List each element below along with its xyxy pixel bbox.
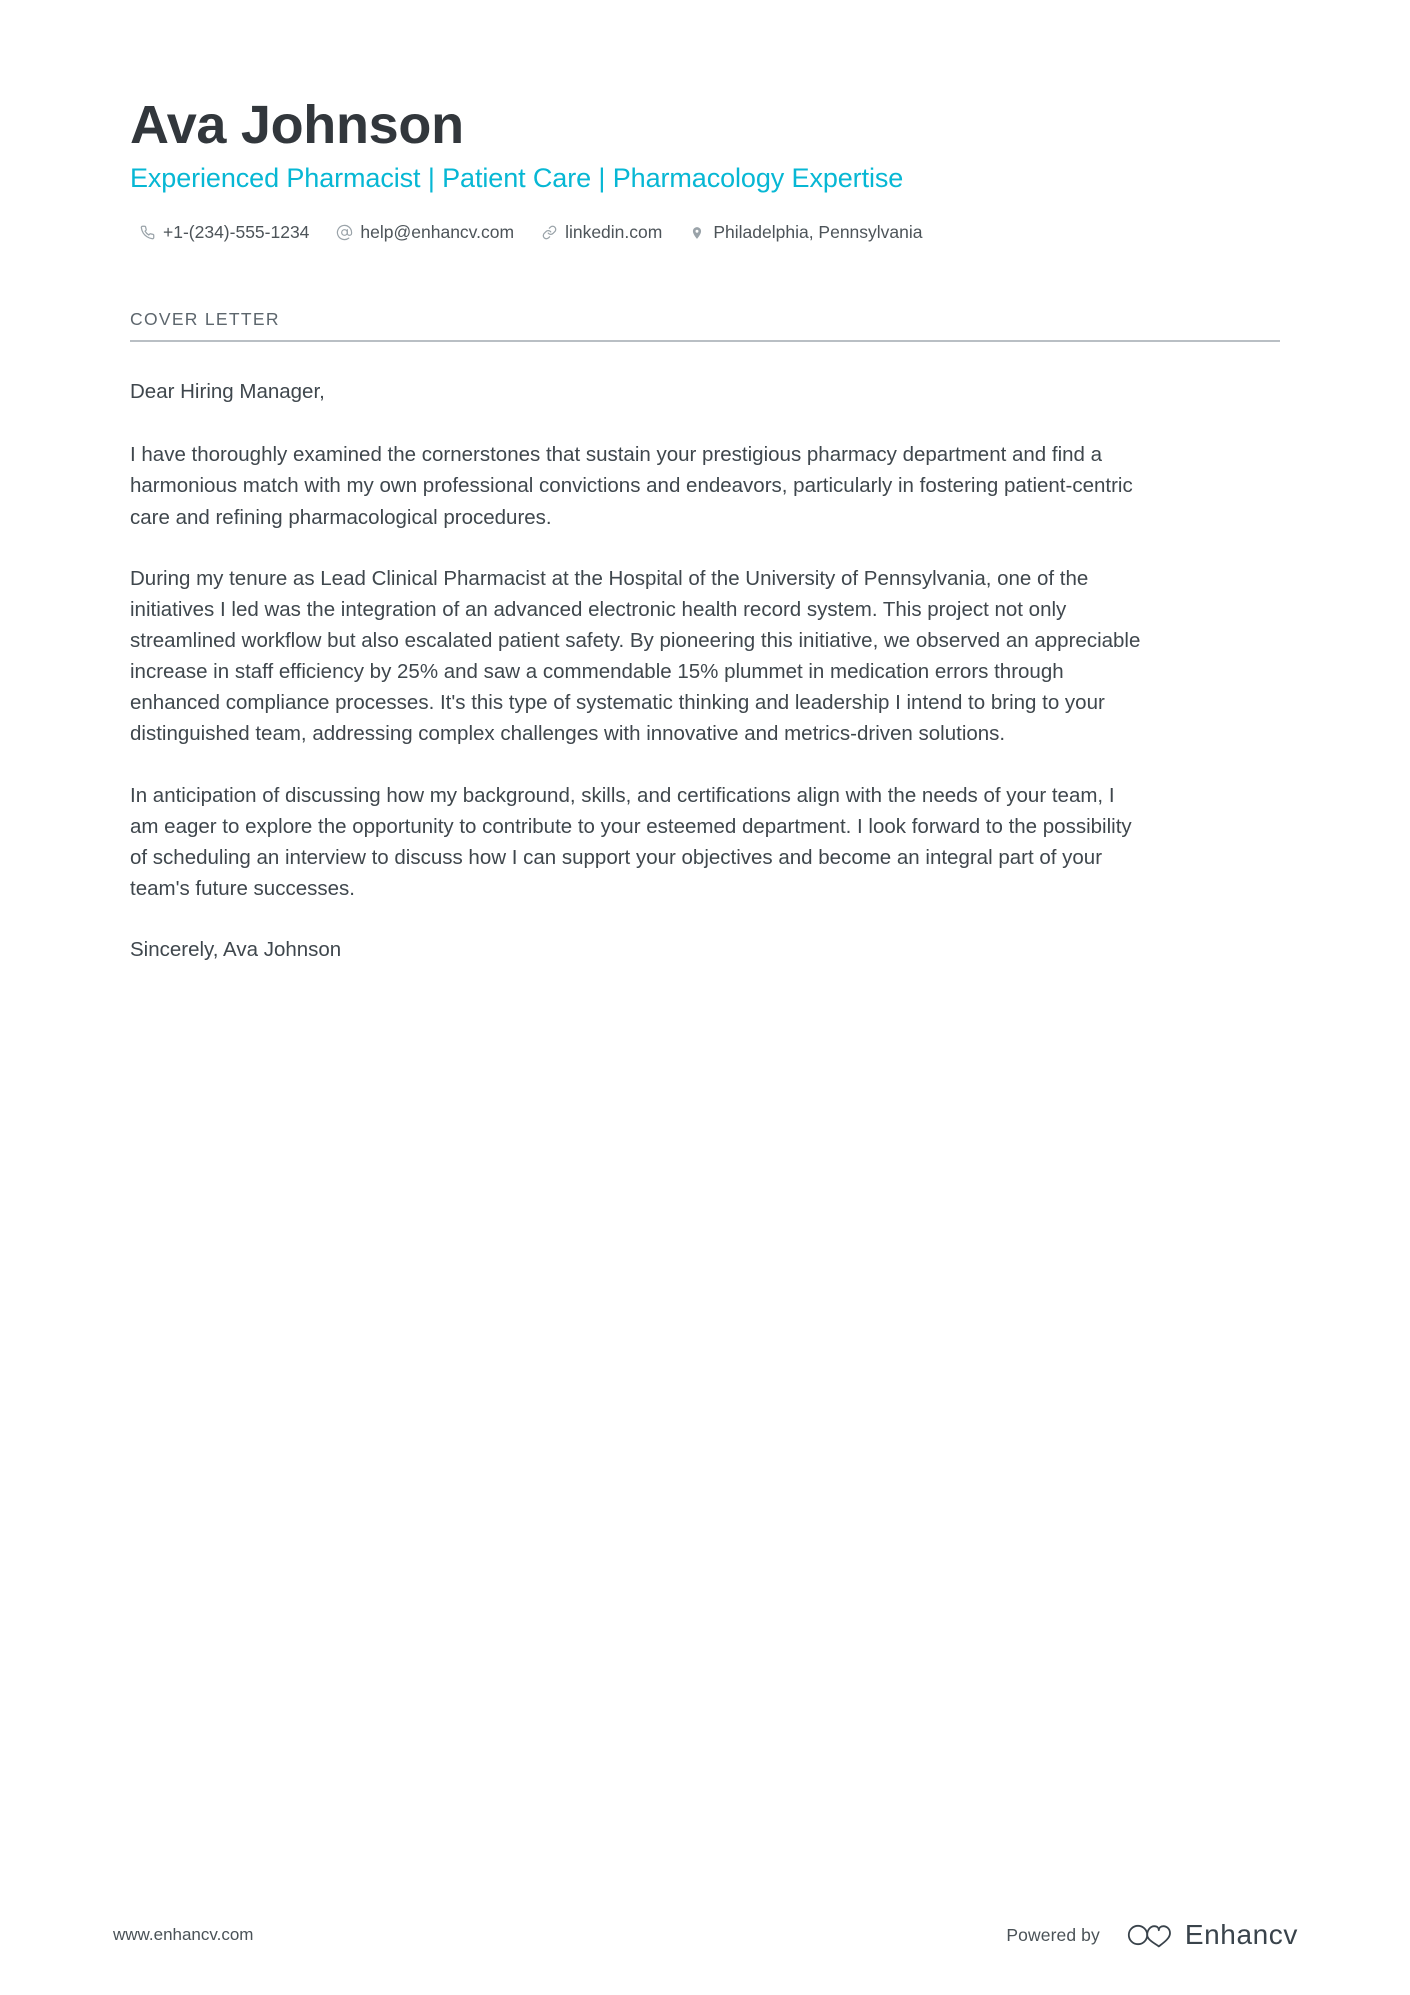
contact-email-label: help@enhancv.com [360, 222, 515, 243]
letter-signoff: Sincerely, Ava Johnson [130, 938, 342, 962]
location-pin-icon [688, 224, 706, 242]
contact-phone-label: +1-(234)-555-1234 [163, 222, 310, 243]
candidate-name: Ava Johnson [130, 95, 464, 155]
letter-paragraph-3: In anticipation of discussing how my background, skills, and certifications align with the needs of your team, I am eager to explore the opportunity to contribute to your esteemed department. I look forward to the possibility of scheduling an interview to discuss how I can support your objectives and become an integral part of your team's future successes. [130, 783, 1132, 901]
contact-linkedin[interactable] [540, 222, 662, 243]
phone-icon [138, 224, 156, 242]
powered-by-label: Powered by [1006, 1924, 1100, 1945]
contact-location-label: Philadelphia, Pennsylvania [713, 222, 923, 243]
document-header [130, 96, 1280, 243]
contact-linkedin-label: linkedin.com [565, 222, 663, 243]
footer-branding [1006, 1919, 1298, 1951]
enhancv-infinity-heart-icon [1126, 1921, 1172, 1949]
contact-email[interactable] [335, 222, 514, 243]
letter-paragraph-1: I have thoroughly examined the cornerstones that sustain your prestigious pharmacy department and find a harmonious match with my own professional convictions and endeavors, particularly in fostering patient-centric care and refining pharmacological procedures. [130, 443, 1133, 529]
email-icon [335, 224, 353, 242]
enhancv-wordmark: Enhancv [1184, 1919, 1298, 1950]
contact-location[interactable] [688, 222, 922, 243]
section-title: COVER LETTER [130, 309, 280, 330]
document-content [0, 0, 1410, 965]
link-icon [540, 224, 558, 242]
letter-salutation: Dear Hiring Manager, [130, 380, 325, 404]
section-divider [130, 340, 1280, 342]
cover-letter-section [130, 309, 1280, 965]
letter-body [130, 376, 1280, 965]
contact-phone[interactable] [138, 222, 309, 243]
footer-website-url[interactable]: www.enhancv.com [113, 1925, 254, 1944]
letter-paragraph-2: During my tenure as Lead Clinical Pharmacist at the Hospital of the University of Pennsylvania, one of the initiatives I led was the integration of an advanced electronic health record system. This project not only streamlined workflow but also escalated patient safety. By pioneering this initiative, we observed an appreciable increase in staff efficiency by 25% and saw a commendable 15% plummet in medication errors through enhanced compliance processes. It's this type of systematic thinking and leadership I intend to bring to your distinguished team, addressing complex challenges with innovative and metrics-driven solutions. [130, 566, 1141, 746]
document-footer [0, 1875, 1410, 1995]
contact-row [138, 222, 1280, 243]
candidate-headline: Experienced Pharmacist | Patient Care | Pharmacology Expertise [130, 163, 904, 194]
